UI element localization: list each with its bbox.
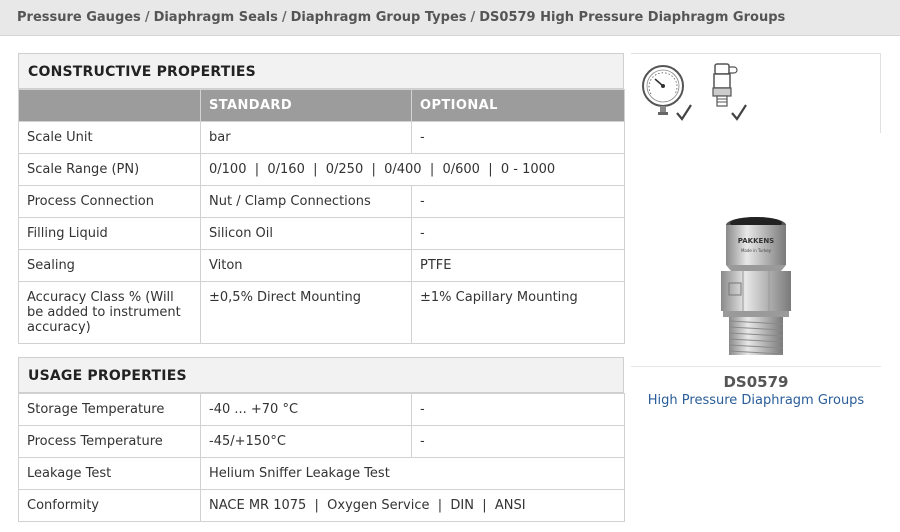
table-row [19,458,625,490]
breadcrumb-separator: / [144,10,150,25]
standard-value: 0/100 | 0/160 | 0/250 | 0/400 | 0/600 | 0 - 1000 [201,154,625,186]
table-row [19,426,625,458]
usage-properties-section [18,357,624,522]
product-name-link[interactable]: High Pressure Diaphragm Groups [647,393,865,408]
standard-value: Nut / Clamp Connections [201,186,412,218]
property-label: Scale Range (PN) [19,154,201,186]
table-row [19,250,625,282]
standard-value: Silicon Oil [201,218,412,250]
property-label: Filling Liquid [19,218,201,250]
breadcrumb-link-diaphragm-group-types[interactable]: Diaphragm Group Types [290,10,467,25]
optional-value: - [412,122,625,154]
usage-properties-table [18,393,625,522]
standard-value: ±0,5% Direct Mounting [201,282,412,344]
property-label: Conformity [19,490,201,522]
property-label: Process Connection [19,186,201,218]
property-label: Scale Unit [19,122,201,154]
table-row [19,154,625,186]
table-row [19,282,625,344]
pressure-gauge-icon[interactable] [643,66,683,115]
pressure-transmitter-icon[interactable] [713,64,737,106]
optional-value: ±1% Capillary Mounting [412,282,625,344]
breadcrumb [17,10,785,25]
property-label: Sealing [19,250,201,282]
constructive-properties-section [18,53,624,344]
table-header-row [19,90,625,122]
usage-properties-title: USAGE PROPERTIES [18,357,624,393]
optional-value: - [412,394,625,426]
checkmark-icon [677,105,691,119]
compatible-icons-graphic [635,58,755,128]
checkmark-icon [732,105,746,119]
breadcrumb-link-pressure-gauges[interactable]: Pressure Gauges [17,10,141,25]
standard-value: Viton [201,250,412,282]
property-label: Leakage Test [19,458,201,490]
table-row [19,186,625,218]
breadcrumb-bar [0,0,900,36]
property-label: Accuracy Class % (Will be added to instrument accuracy) [19,282,201,344]
breadcrumb-separator: / [281,10,287,25]
compatible-products-panel [631,53,881,133]
product-image[interactable] [711,211,801,361]
constructive-properties-title: CONSTRUCTIVE PROPERTIES [18,53,624,89]
breadcrumb-separator: / [470,10,476,25]
divider [631,366,881,367]
constructive-properties-table [18,89,625,344]
standard-value: -45/+150°C [201,426,412,458]
optional-value: - [412,218,625,250]
product-engraving-brand: PAKKENS [737,237,775,245]
breadcrumb-current: DS0579 High Pressure Diaphragm Groups [479,10,786,25]
column-header-property [19,90,201,122]
standard-value: -40 ... +70 °C [201,394,412,426]
optional-value: PTFE [412,250,625,282]
property-label: Storage Temperature [19,394,201,426]
optional-value: - [412,186,625,218]
column-header-standard: STANDARD [201,90,412,122]
optional-value: - [412,426,625,458]
standard-value: NACE MR 1075 | Oxygen Service | DIN | ANSI [201,490,625,522]
table-row [19,122,625,154]
table-row [19,218,625,250]
property-label: Process Temperature [19,426,201,458]
breadcrumb-link-diaphragm-seals[interactable]: Diaphragm Seals [153,10,278,25]
product-engraving-origin: Made in Turkey [740,248,772,253]
standard-value: bar [201,122,412,154]
column-header-optional: OPTIONAL [412,90,625,122]
table-row [19,490,625,522]
product-code: DS0579 [723,373,789,391]
table-row [19,394,625,426]
standard-value: Helium Sniffer Leakage Test [201,458,625,490]
